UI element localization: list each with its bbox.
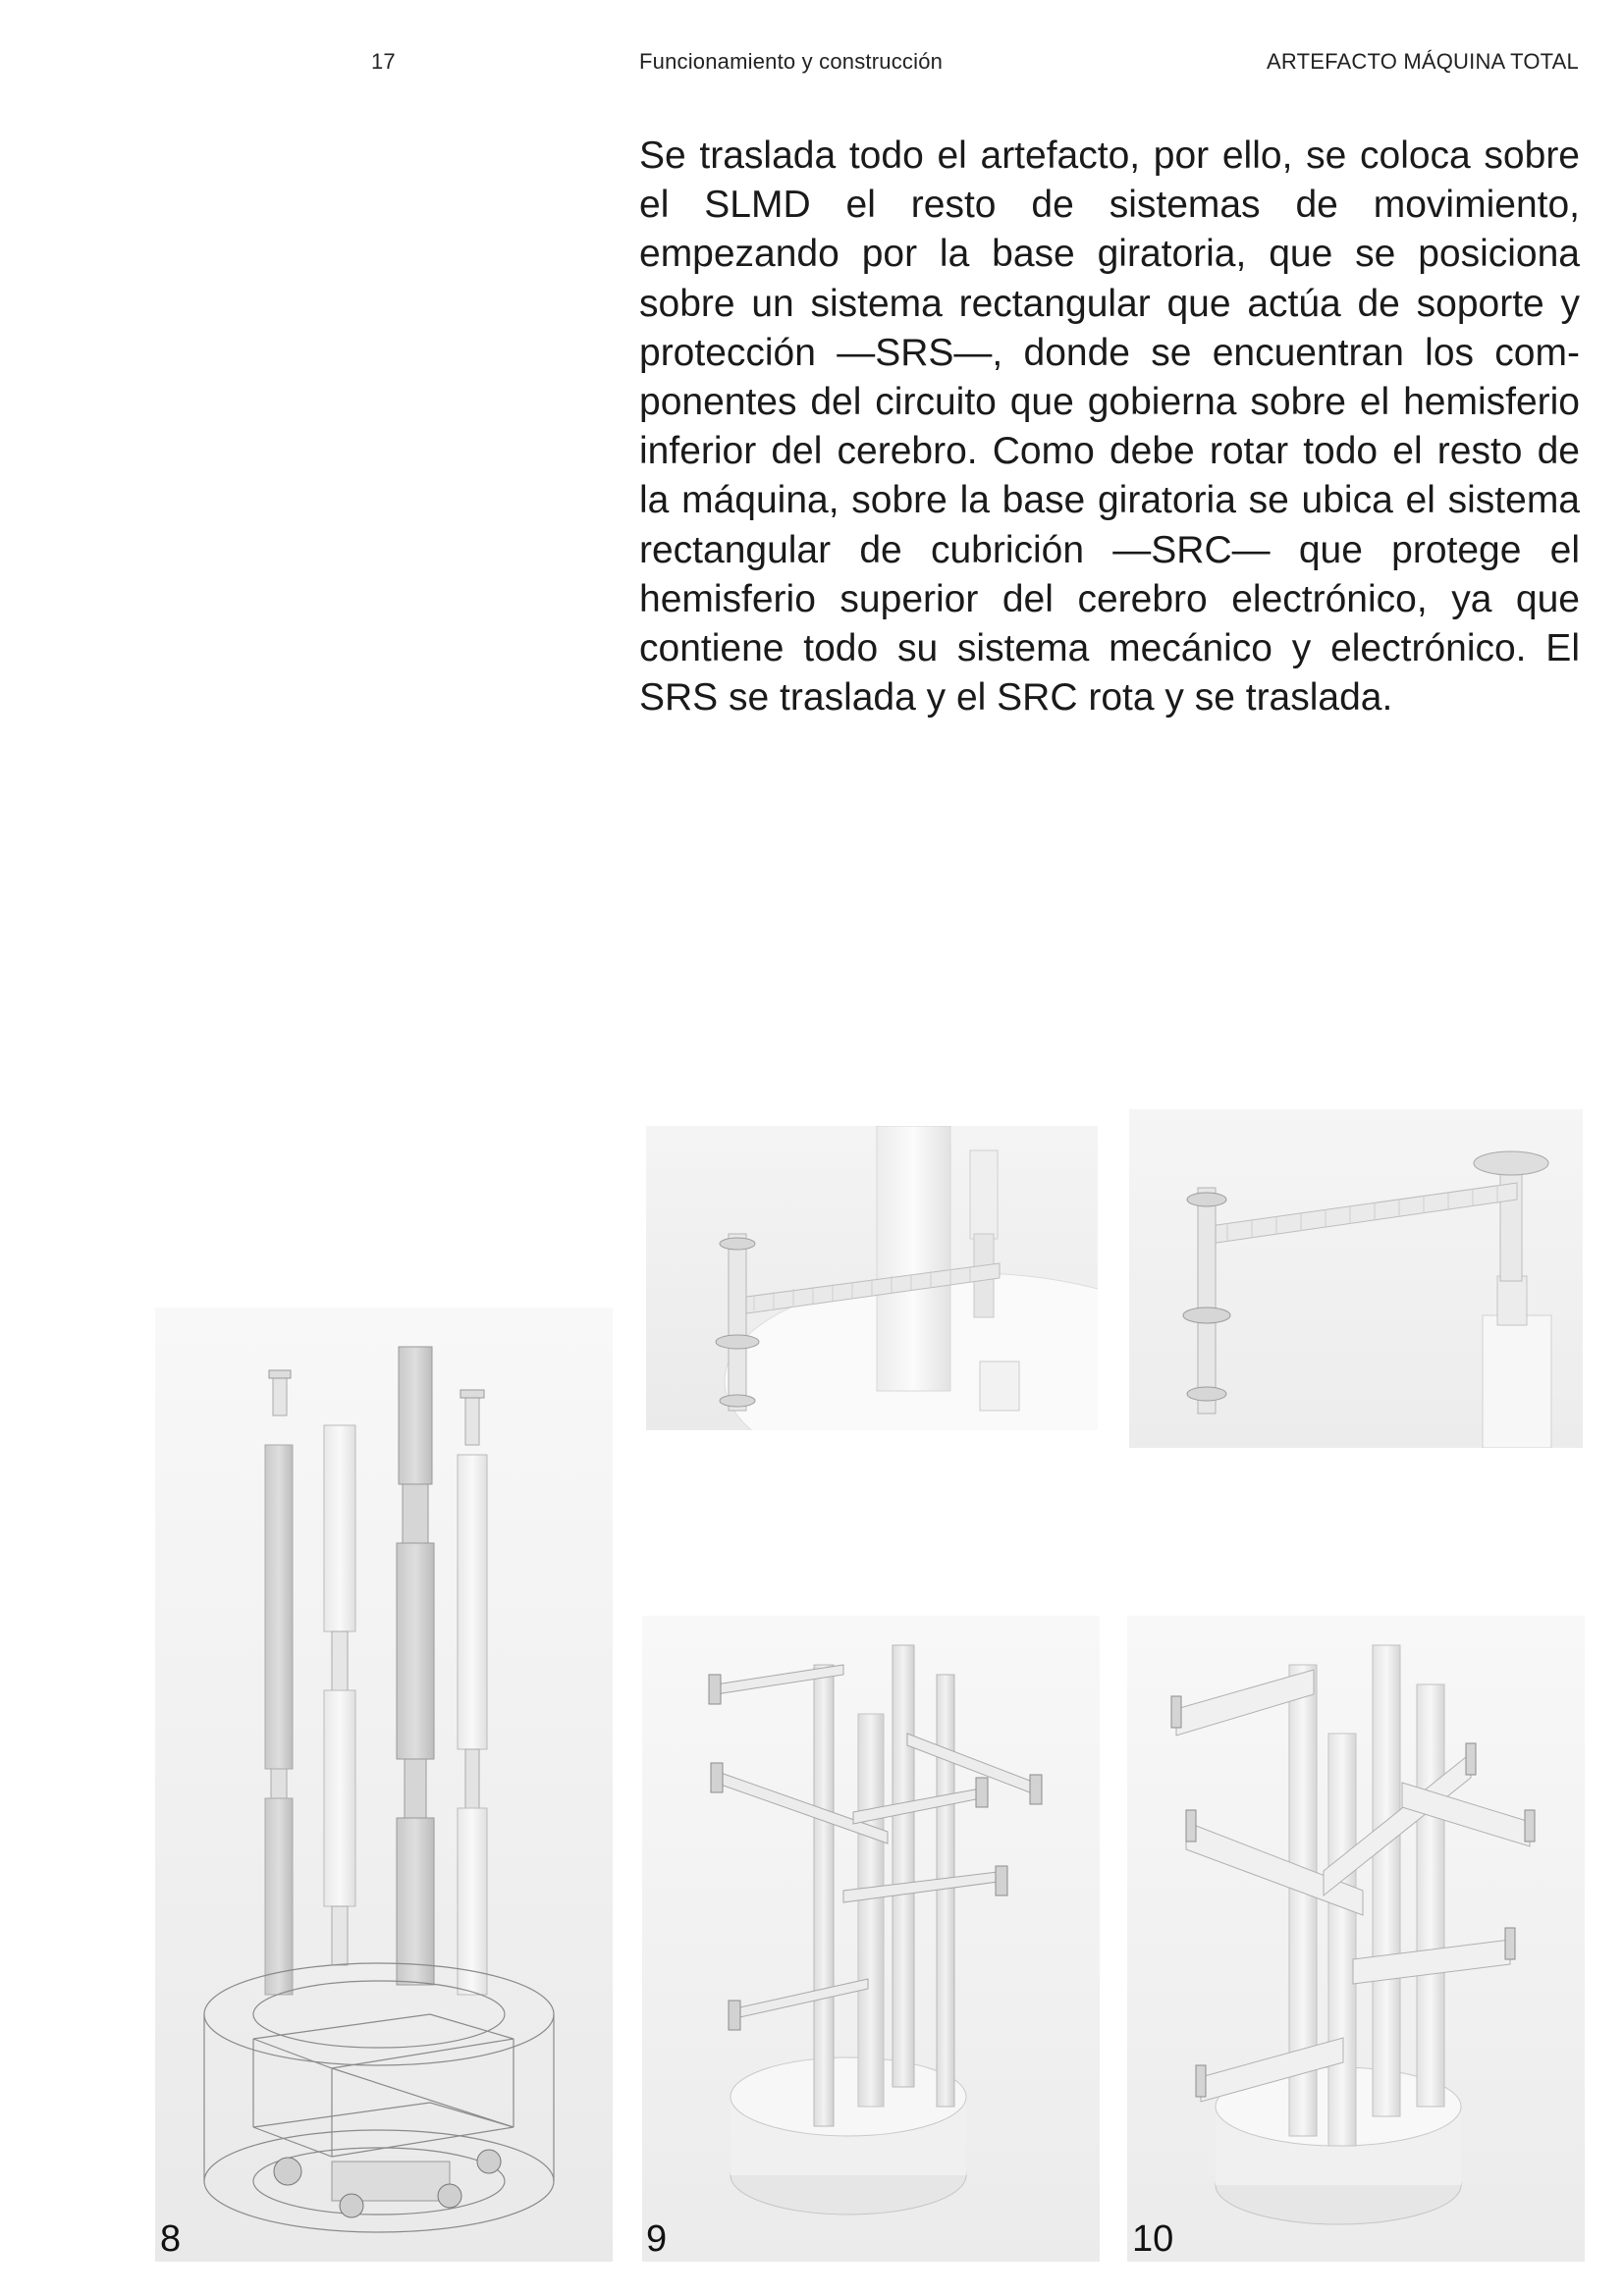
section-title: Funcionamiento y construcción [639, 49, 944, 74]
figure-8-label: 8 [160, 2218, 182, 2260]
render-figure-8 [155, 1308, 613, 2262]
render-crossbar-detail-1 [646, 1126, 1098, 1430]
body-paragraph: Se traslada todo el artefacto, por ello, se coloca sobre el SLMD el resto de sistemas de movimiento, empezando por la base giratoria, que se posiciona sobre un sistema rectangular que actúa de soporte y protección —SRS—, donde se encuentran los componentes del circuito que gobierna sobre el hemisferio inferior del cerebro. Como debe rotar todo el resto de la máquina, sobre la base giratoria se ubica el sistema rectangular de cubrición —SRC— que protege el hemisferio superior del cerebro electrónico, ya que contiene todo su sistema mecánico y electrónico. El SRS se traslada y el SRC rota y se traslada. [639, 134, 1580, 720]
document-title: ARTEFACTO MÁQUINA TOTAL [1267, 49, 1579, 74]
render-figure-10 [1127, 1616, 1585, 2262]
figure-10-label: 10 [1132, 2218, 1174, 2260]
render-crossbar-detail-2 [1129, 1109, 1583, 1448]
figure-9-label: 9 [646, 2218, 668, 2260]
page-number: 17 [371, 49, 396, 74]
render-figure-9 [642, 1616, 1100, 2262]
